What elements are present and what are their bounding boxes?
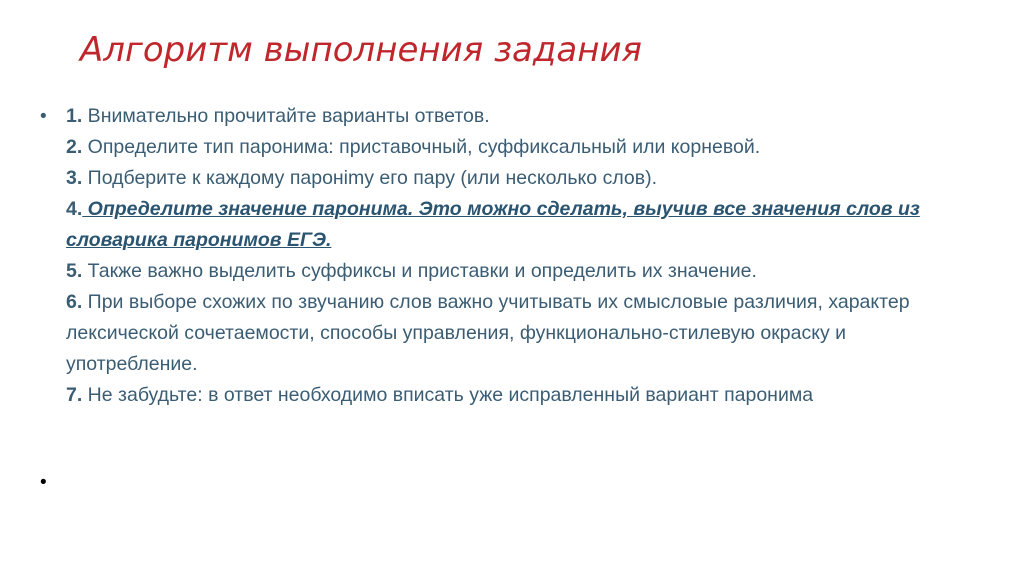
step-number: 7. xyxy=(66,384,83,406)
step-text: Не забудьте: в ответ необходимо вписать уже исправленный вариант паронима xyxy=(82,384,814,406)
step-7 xyxy=(66,380,980,411)
bullet-item xyxy=(40,101,980,411)
step-text: Также важно выделить суффиксы и приставки и определить их значение. xyxy=(82,260,757,282)
step-1 xyxy=(66,101,980,132)
step-number: 1. xyxy=(66,105,83,127)
steps-list xyxy=(40,101,980,411)
step-number: 5. xyxy=(66,260,83,282)
step-number: 6. xyxy=(66,291,83,313)
step-number: 2. xyxy=(66,136,83,158)
bullet-icon: • xyxy=(40,106,47,127)
step-3 xyxy=(66,163,980,194)
step-6 xyxy=(66,287,980,380)
step-5 xyxy=(66,256,980,287)
step-4 xyxy=(66,194,980,256)
slide-title: Алгоритм выполнения задания xyxy=(80,30,643,70)
step-text-emphasis: Определите значение паронима. Это можно сделать, выучив все значения слов из словарика паронимов ЕГЭ. xyxy=(66,198,920,251)
empty-bullet-icon: • xyxy=(40,472,47,493)
step-text: Определите тип паронима: приставочный, суффиксальный или корневой. xyxy=(82,136,761,158)
step-text: Подберите к каждому паронimу его пару (или несколько слов). xyxy=(82,167,658,189)
step-text: Внимательно прочитайте варианты ответов. xyxy=(82,105,490,127)
step-2 xyxy=(66,132,980,163)
step-number: 3. xyxy=(66,167,83,189)
step-text: При выборе схожих по звучанию слов важно учитывать их смысловые различия, характер лексической сочетаемости, способы управления, функционально-стилевую окраску и употребление. xyxy=(66,291,910,375)
step-number: 4. xyxy=(66,198,83,220)
